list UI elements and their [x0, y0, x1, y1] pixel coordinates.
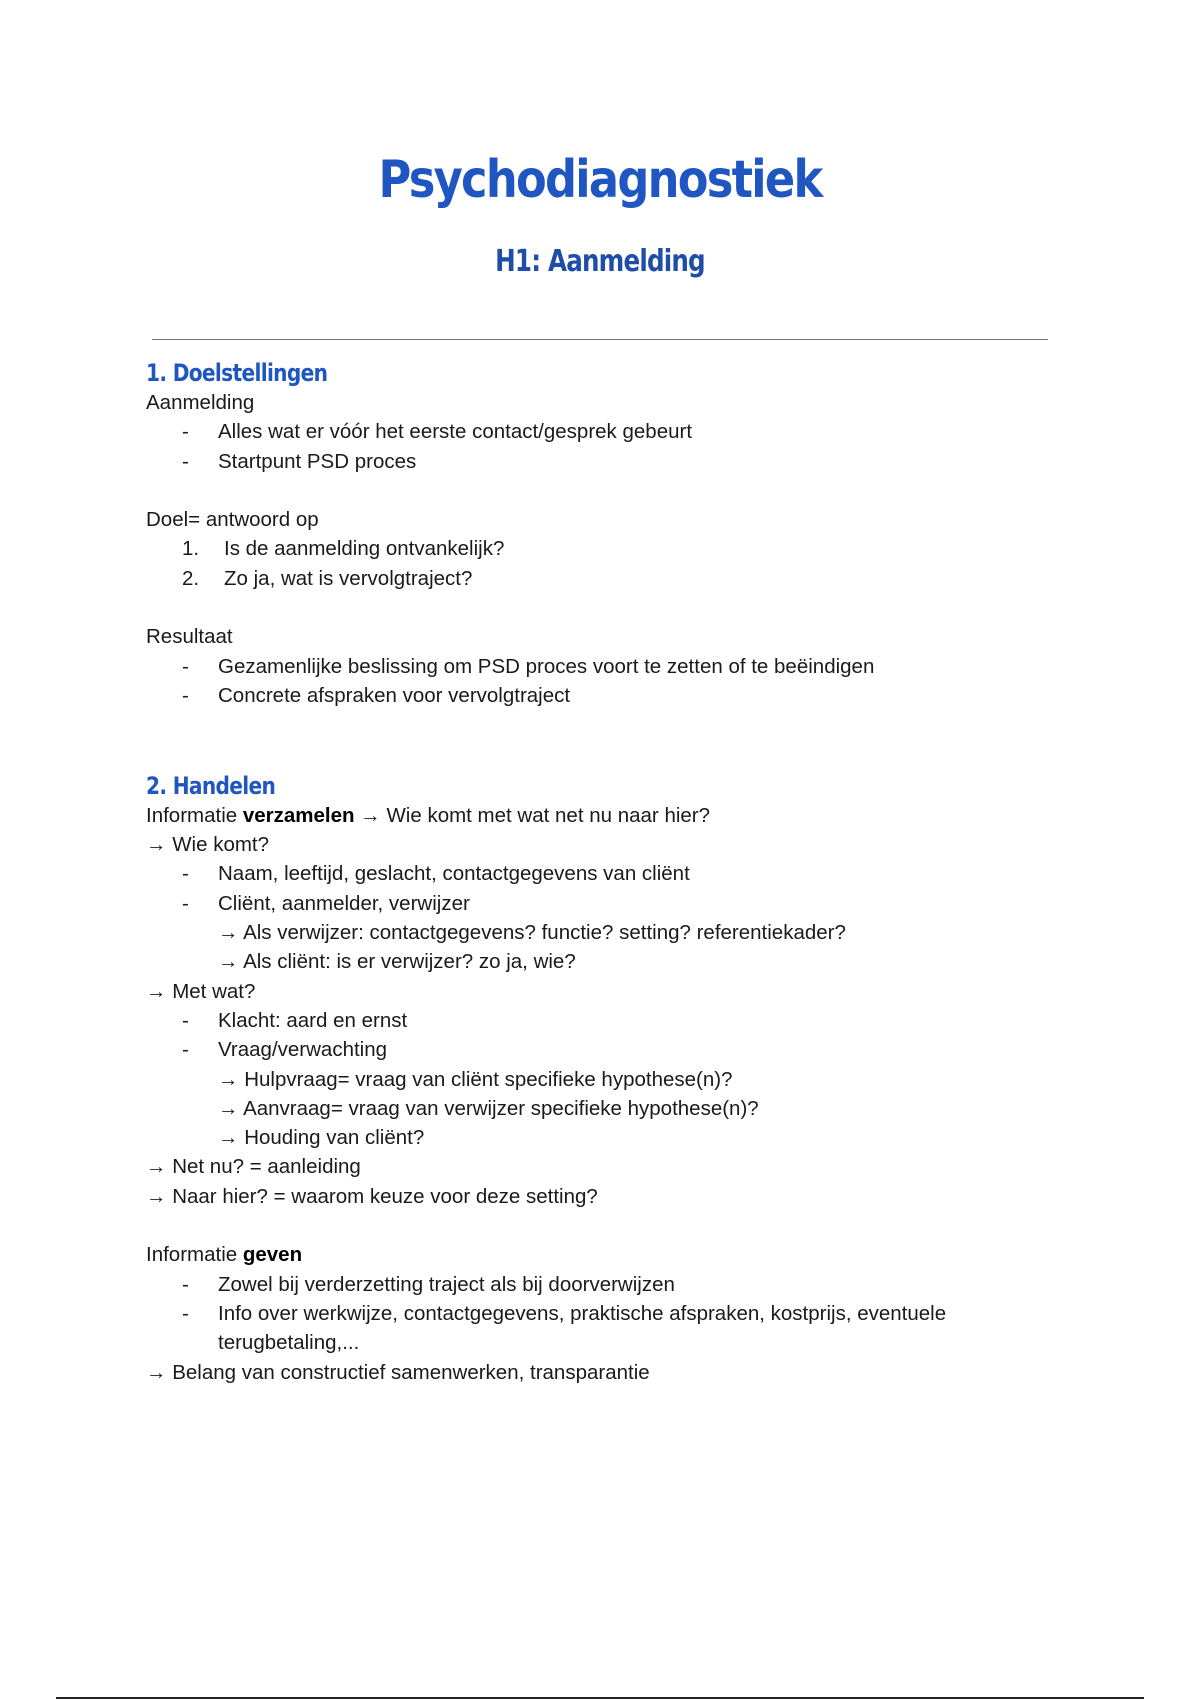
info-collect-line: Informatie verzamelen → Wie komt met wat net nu naar hier?: [146, 803, 711, 827]
dash-marker: -: [182, 449, 189, 473]
list-item: - Startpunt PSD proces: [146, 447, 1046, 476]
numbered-item: 2. Zo ja, wat is vervolgtraject?: [182, 566, 473, 590]
list-item: - Cliënt, aanmelder, verwijzer: [146, 889, 1046, 918]
sub-arrow-item: → Als cliënt: is er verwijzer? zo ja, wie?: [218, 950, 576, 974]
arrow-line-what: → Met wat?: [146, 979, 256, 1003]
dash-marker: -: [182, 1272, 189, 1296]
sub-arrow-item: → Als verwijzer: contactgegevens? functie? setting? referentiekader?: [218, 921, 846, 945]
section-heading-doelstellingen: 1. Doelstellingen: [146, 359, 328, 387]
footer-divider: [56, 1697, 1144, 1699]
list-item: - Klacht: aard en ernst: [146, 1006, 1046, 1035]
dash-marker: -: [182, 420, 189, 444]
document-subtitle: H1: Aanmelding: [495, 244, 705, 279]
list-item: - Gezamenlijke beslissing om PSD proces voort te zetten of te beëindigen: [146, 652, 1046, 681]
label-aanmelding: Aanmelding: [146, 391, 255, 414]
dash-marker: -: [182, 683, 189, 707]
list-item: - Concrete afspraken voor vervolgtraject: [146, 681, 1046, 710]
arrow-line-here: → Naar hier? = waarom keuze voor deze setting?: [146, 1184, 598, 1208]
list-item: - Vraag/verwachting: [146, 1035, 1046, 1064]
label-resultaat: Resultaat: [146, 625, 233, 649]
section-heading-handelen: 2. Handelen: [146, 771, 276, 800]
sub-arrow-item: → Hulpvraag= vraag van cliënt specifieke hypothese(n)?: [218, 1067, 733, 1091]
dash-marker: -: [182, 1038, 189, 1062]
sub-arrow-item: → Aanvraag= vraag van verwijzer specifieke hypothese(n)?: [218, 1096, 759, 1120]
title-divider: [152, 339, 1048, 340]
list-item: - Naam, leeftijd, geslacht, contactgegevens van cliënt: [146, 859, 1046, 888]
document-title: Psychodiagnostiek: [378, 150, 822, 210]
arrow-line-closing: → Belang van constructief samenwerken, transparantie: [146, 1360, 650, 1384]
list-item: - Info over werkwijze, contactgegevens, praktische afspraken, kostprijs, eventuele terugbetaling,...: [146, 1299, 1046, 1358]
label-doel: Doel= antwoord op: [146, 508, 319, 532]
arrow-line-who: → Wie komt?: [146, 833, 270, 857]
list-item: - Alles wat er vóór het eerste contact/gesprek gebeurt: [146, 417, 1046, 446]
dash-marker: -: [182, 1008, 189, 1032]
dash-marker: -: [182, 891, 189, 915]
list-item: - Zowel bij verderzetting traject als bij doorverwijzen: [146, 1270, 1046, 1299]
document-body: [146, 356, 1046, 1387]
dash-marker: -: [182, 1301, 189, 1325]
dash-marker: -: [182, 862, 189, 886]
sub-arrow-item: → Houding van cliënt?: [218, 1126, 425, 1150]
dash-marker: -: [182, 654, 189, 678]
arrow-line-now: → Net nu? = aanleiding: [146, 1155, 361, 1179]
numbered-item: 1. Is de aanmelding ontvankelijk?: [182, 537, 505, 561]
info-give-line: Informatie geven: [146, 1243, 303, 1267]
